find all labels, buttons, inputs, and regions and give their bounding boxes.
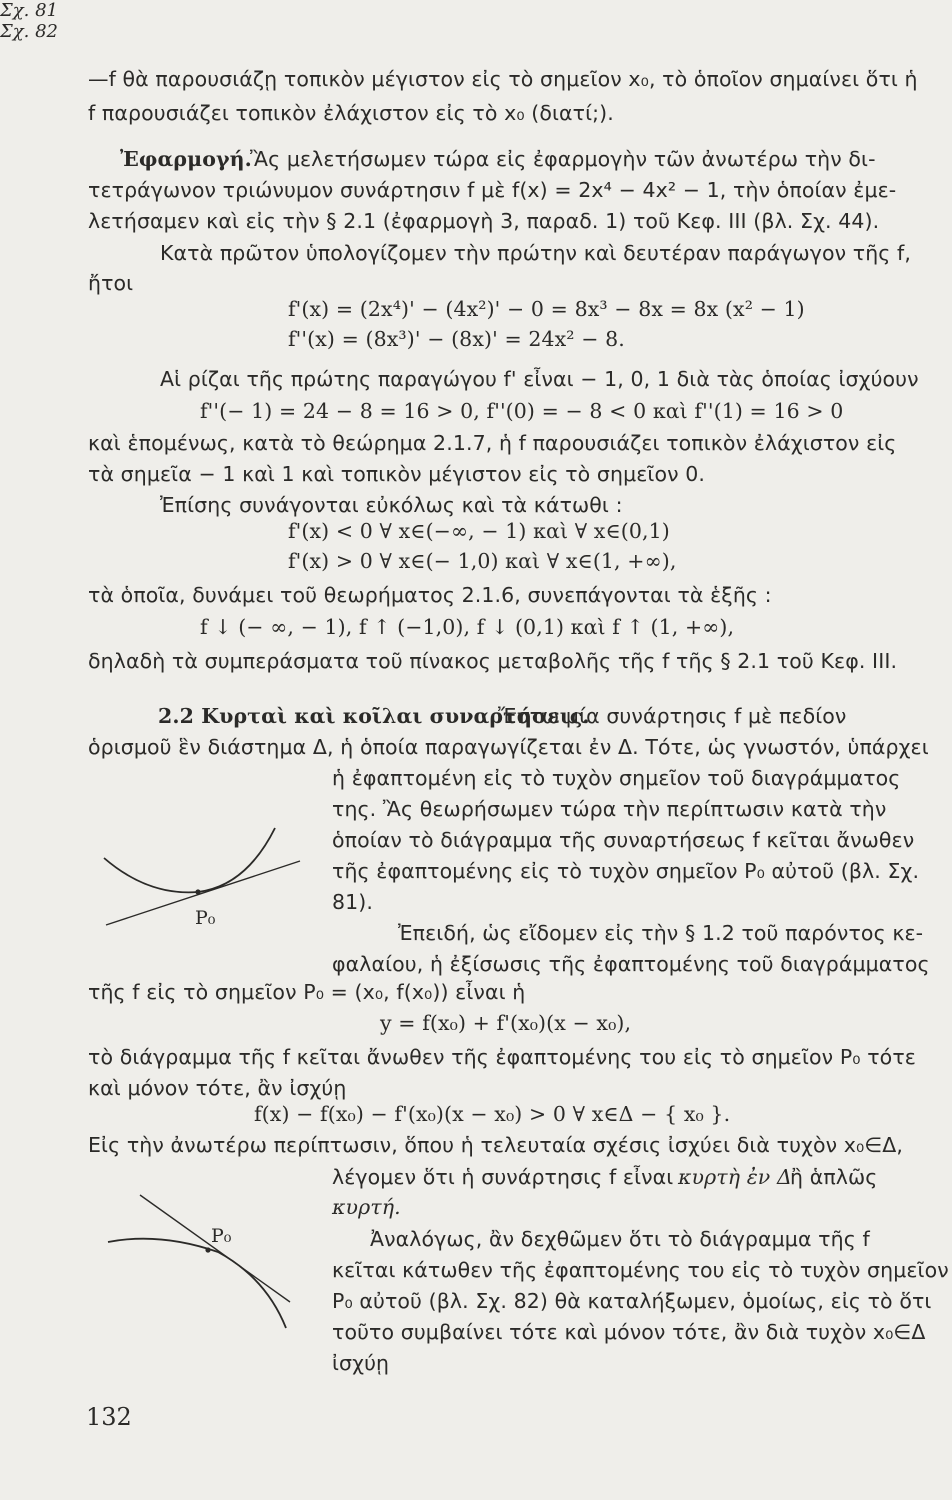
text-line: ἰσχύῃ xyxy=(332,1351,390,1375)
text-line: ἢ ἁπλῶς xyxy=(790,1165,878,1189)
text-line: λέγομεν ὅτι ἡ συνάρτησις f εἶναι xyxy=(332,1165,674,1189)
text-line: ὁρισμοῦ ἓν διάστημα Δ, ἡ ὁποία παραγωγίζεται ἐν Δ. Τότε, ὡς γνωστόν, ὑπάρχει xyxy=(88,735,929,759)
text-line: τῆς f εἰς τὸ σημεῖον P₀ = (x₀, f(x₀)) εἶναι ἡ xyxy=(88,980,526,1004)
figure-caption: Σχ. 81 xyxy=(0,0,58,21)
text-line: καὶ μόνον τότε, ἂν ἰσχύῃ xyxy=(88,1076,347,1100)
text-line: τὸ διάγραμμα τῆς f κεῖται ἄνωθεν τῆς ἐφαπτομένης του εἰς τὸ σημεῖον P₀ τότε xyxy=(88,1045,916,1069)
text-line: 81). xyxy=(332,890,373,914)
text-line: ἡ ἐφαπτομένη εἰς τὸ τυχὸν σημεῖον τοῦ διαγράμματος xyxy=(332,766,901,790)
text-line: καὶ ἑπομένως, κατὰ τὸ θεώρημα 2.1.7, ἡ f παρουσιάζει τοπικὸν ἐλάχιστον εἰς xyxy=(88,431,897,455)
tangent-point xyxy=(205,1247,210,1252)
equation: f''(x) = (8x³)' − (8x)' = 24x² − 8. xyxy=(288,327,625,351)
equation: f'(x) > 0 ∀ x∈(− 1,0) καὶ ∀ x∈(1, +∞), xyxy=(288,549,677,573)
text-line: τετράγωνον τριώνυμον συνάρτησιν f μὲ f(x) = 2x⁴ − 4x² − 1, τὴν ὁποίαν ἐμε- xyxy=(88,178,897,202)
equation: f(x) − f(x₀) − f'(x₀)(x − x₀) > 0 ∀ x∈Δ − { x₀ }. xyxy=(254,1102,731,1126)
text-line: Ἐπειδή, ὡς εἴδομεν εἰς τὴν § 1.2 τοῦ παρόντος κε- xyxy=(398,921,924,945)
text-line: της. Ἂς θεωρήσωμεν τώρα τὴν περίπτωσιν κατὰ τὴν xyxy=(332,797,887,821)
text-line: Εἰς τὴν ἀνωτέρω περίπτωσιν, ὅπου ἡ τελευταία σχέσις ἰσχύει διὰ τυχὸν x₀∈Δ, xyxy=(88,1133,904,1157)
curve xyxy=(108,1239,286,1328)
text-line: τὰ σημεῖα − 1 καὶ 1 καὶ τοπικὸν μέγιστον εἰς τὸ σημεῖον 0. xyxy=(88,462,706,486)
curve xyxy=(104,828,275,892)
equation: f ↓ (− ∞, − 1), f ↑ (−1,0), f ↓ (0,1) καὶ f ↑ (1, +∞), xyxy=(200,615,735,639)
tangent-line xyxy=(140,1195,290,1302)
text-line: τῆς ἐφαπτομένης εἰς τὸ τυχὸν σημεῖον P₀ αὐτοῦ (βλ. Σχ. xyxy=(332,859,920,883)
equation: f'(x) < 0 ∀ x∈(−∞, − 1) καὶ ∀ x∈(0,1) xyxy=(288,519,670,543)
figure-81-convex-curve xyxy=(88,820,308,970)
section-heading: 2.2 Κυρταὶ καὶ κοῖλαι συναρτήσεις. xyxy=(158,704,590,728)
figure-82-concave-curve xyxy=(100,1190,320,1340)
figure-caption: Σχ. 82 xyxy=(0,21,58,42)
page-number: 132 xyxy=(86,1403,132,1431)
section-run-in-heading: Ἐφαρμογή. xyxy=(120,147,252,171)
text-line: δηλαδὴ τὰ συμπεράσματα τοῦ πίνακος μεταβολῆς τῆς f τῆς § 2.1 τοῦ Κεφ. III. xyxy=(88,649,898,673)
text-line: Ἂς μελετήσωμεν τώρα εἰς ἐφαρμογὴν τῶν ἀνωτέρω τὴν δι- xyxy=(250,147,876,171)
text-line: Ἐπίσης συνάγονται εὐκόλως καὶ τὰ κάτωθι : xyxy=(160,493,623,517)
text-line: ἤτοι xyxy=(88,271,134,295)
term-emphasis: κυρτή. xyxy=(332,1195,401,1219)
point-label: P₀ xyxy=(211,1225,232,1247)
text-line: f παρουσιάζει τοπικὸν ἐλάχιστον εἰς τὸ x₀ (διατί;). xyxy=(88,101,614,125)
text-line: τοῦτο συμβαίνει τότε καὶ μόνον τότε, ἂν διὰ τυχὸν x₀∈Δ xyxy=(332,1320,926,1344)
text-line: λετήσαμεν καὶ εἰς τὴν § 2.1 (ἐφαρμογὴ 3, παραδ. 1) τοῦ Κεφ. III (βλ. Σχ. 44). xyxy=(88,209,880,233)
term-emphasis: κυρτὴ ἐν Δ xyxy=(678,1165,792,1189)
text-line: Αἱ ρίζαι τῆς πρώτης παραγώγου f' εἶναι − 1, 0, 1 διὰ τὰς ὁποίας ἰσχύουν xyxy=(160,367,919,391)
text-line: Κατὰ πρῶτον ὑπολογίζομεν τὴν πρώτην καὶ δευτέραν παράγωγον τῆς f, xyxy=(160,241,911,265)
equation: f''(− 1) = 24 − 8 = 16 > 0, f''(0) = − 8 < 0 καὶ f''(1) = 16 > 0 xyxy=(200,399,844,423)
text-line: ὁποίαν τὸ διάγραμμα τῆς συναρτήσεως f κεῖται ἄνωθεν xyxy=(332,828,915,852)
text-line: Ἀναλόγως, ἂν δεχθῶμεν ὅτι τὸ διάγραμμα τῆς f xyxy=(370,1227,870,1251)
text-line: φαλαίου, ἡ ἐξίσωσις τῆς ἐφαπτομένης τοῦ διαγράμματος xyxy=(332,952,930,976)
point-label: P₀ xyxy=(195,907,216,929)
tangent-point xyxy=(195,889,200,894)
equation: f'(x) = (2x⁴)' − (4x²)' − 0 = 8x³ − 8x = 8x (x² − 1) xyxy=(288,297,805,321)
text-line: τὰ ὁποῖα, δυνάμει τοῦ θεωρήματος 2.1.6, συνεπάγονται τὰ ἑξῆς : xyxy=(88,583,772,607)
equation: y = f(x₀) + f'(x₀)(x − x₀), xyxy=(380,1011,632,1035)
text-line: κεῖται κάτωθεν τῆς ἐφαπτομένης του εἰς τὸ τυχὸν σημεῖον xyxy=(332,1258,949,1282)
text-line: —f θὰ παρουσιάζῃ τοπικὸν μέγιστον εἰς τὸ σημεῖον x₀, τὸ ὁποῖον σημαίνει ὅτι ἡ xyxy=(88,67,918,91)
text-line: Ἔστω μία συνάρτησις f μὲ πεδίον xyxy=(498,704,847,728)
text-line: P₀ αὐτοῦ (βλ. Σχ. 82) θὰ καταλήξωμεν, ὁμοίως, εἰς τὸ ὅτι xyxy=(332,1289,932,1313)
